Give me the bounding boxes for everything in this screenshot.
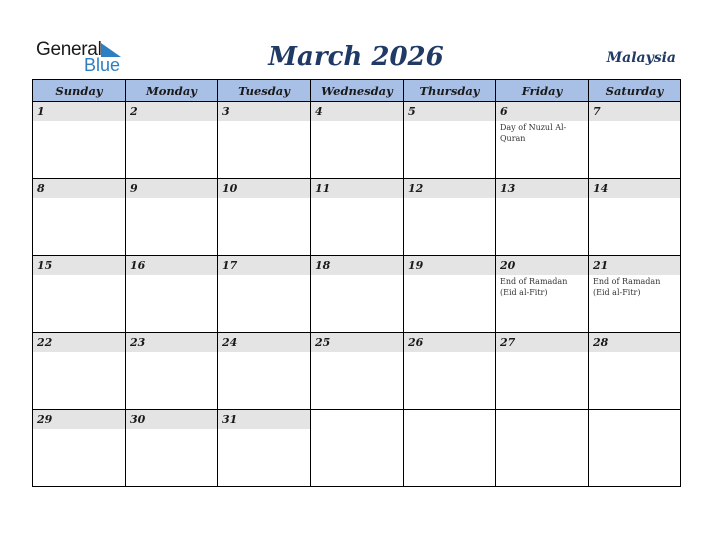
day-number: 2 (126, 102, 217, 121)
day-cell (33, 256, 126, 333)
weekday-header: Thursday (404, 80, 496, 102)
day-event (496, 429, 588, 430)
day-number: 11 (311, 179, 403, 198)
day-event (126, 429, 217, 430)
day-number: 10 (218, 179, 310, 198)
weekday-header-row (33, 80, 681, 102)
day-event (126, 198, 217, 199)
weekday-header: Wednesday (311, 80, 404, 102)
week-row (33, 410, 681, 487)
day-cell (589, 179, 681, 256)
day-cell (496, 256, 589, 333)
day-event (311, 121, 403, 122)
day-number: 13 (496, 179, 588, 198)
day-cell (311, 102, 404, 179)
day-cell (218, 333, 311, 410)
day-event (589, 429, 680, 430)
day-number: 8 (33, 179, 125, 198)
day-number (311, 410, 403, 429)
day-event (404, 198, 495, 199)
day-event: End of Ramadan (Eid al-Fitr) (500, 277, 568, 297)
day-cell (311, 256, 404, 333)
day-cell (404, 102, 496, 179)
day-event (496, 352, 588, 353)
week-row (33, 333, 681, 410)
day-cell (589, 102, 681, 179)
day-event (404, 352, 495, 353)
day-number (496, 410, 588, 429)
day-number: 28 (589, 333, 680, 352)
day-cell (404, 333, 496, 410)
day-cell (311, 179, 404, 256)
day-event (589, 352, 680, 353)
day-number: 29 (33, 410, 125, 429)
day-cell (33, 179, 126, 256)
day-cell (404, 179, 496, 256)
day-number: 4 (311, 102, 403, 121)
day-cell (126, 102, 218, 179)
day-cell (218, 102, 311, 179)
day-event (404, 121, 495, 122)
day-cell (33, 102, 126, 179)
day-event (218, 121, 310, 122)
day-event (311, 198, 403, 199)
day-number (404, 410, 495, 429)
weekday-header: Monday (126, 80, 218, 102)
day-number: 27 (496, 333, 588, 352)
week-row (33, 256, 681, 333)
day-cell (496, 102, 589, 179)
week-row (33, 179, 681, 256)
day-cell (496, 179, 589, 256)
day-number: 6 (496, 102, 588, 121)
day-cell (33, 410, 126, 487)
day-number: 18 (311, 256, 403, 275)
day-number: 30 (126, 410, 217, 429)
day-cell (589, 333, 681, 410)
day-event (496, 198, 588, 199)
day-number: 14 (589, 179, 680, 198)
day-event (33, 198, 125, 199)
day-cell (126, 333, 218, 410)
day-cell (33, 333, 126, 410)
weekday-header: Saturday (589, 80, 681, 102)
day-event: Day of Nuzul Al-Quran (500, 123, 567, 143)
day-number: 26 (404, 333, 495, 352)
day-event (126, 275, 217, 276)
day-number: 5 (404, 102, 495, 121)
logo-text-general: General (36, 39, 102, 60)
day-number: 9 (126, 179, 217, 198)
day-event (404, 275, 495, 276)
day-number: 3 (218, 102, 310, 121)
day-cell (218, 410, 311, 487)
day-event (126, 121, 217, 122)
day-cell (126, 179, 218, 256)
day-number: 19 (404, 256, 495, 275)
day-number (589, 410, 680, 429)
day-event (33, 121, 125, 122)
day-event (33, 429, 125, 430)
day-event: End of Ramadan (Eid al-Fitr) (593, 277, 661, 297)
day-number: 7 (589, 102, 680, 121)
day-number: 23 (126, 333, 217, 352)
day-event (126, 352, 217, 353)
day-number: 16 (126, 256, 217, 275)
day-event (33, 275, 125, 276)
day-event (311, 429, 403, 430)
day-number: 24 (218, 333, 310, 352)
weekday-header: Sunday (33, 80, 126, 102)
day-event (218, 198, 310, 199)
day-cell (404, 256, 496, 333)
day-event (589, 198, 680, 199)
day-event (311, 275, 403, 276)
day-number: 25 (311, 333, 403, 352)
day-number: 17 (218, 256, 310, 275)
day-number: 1 (33, 102, 125, 121)
day-event (218, 352, 310, 353)
month-calendar (32, 79, 681, 487)
day-cell (589, 256, 681, 333)
day-cell (589, 410, 681, 487)
day-cell (311, 410, 404, 487)
day-event (218, 429, 310, 430)
day-event (311, 352, 403, 353)
country-label: Malaysia (606, 50, 676, 66)
day-number: 20 (496, 256, 588, 275)
weekday-header: Friday (496, 80, 589, 102)
day-cell (126, 410, 218, 487)
day-number: 12 (404, 179, 495, 198)
day-cell (311, 333, 404, 410)
day-cell (404, 410, 496, 487)
day-cell (218, 179, 311, 256)
day-event (33, 352, 125, 353)
weekday-header: Tuesday (218, 80, 311, 102)
logo-text-blue: Blue (84, 55, 121, 75)
calendar-title: March 2026 (268, 42, 444, 72)
day-event (589, 121, 680, 122)
day-number: 22 (33, 333, 125, 352)
day-number: 15 (33, 256, 125, 275)
day-cell (496, 333, 589, 410)
day-cell (126, 256, 218, 333)
day-number: 21 (589, 256, 680, 275)
day-cell (496, 410, 589, 487)
day-event (404, 429, 495, 430)
day-cell (218, 256, 311, 333)
week-row (33, 102, 681, 179)
day-event (218, 275, 310, 276)
day-number: 31 (218, 410, 310, 429)
